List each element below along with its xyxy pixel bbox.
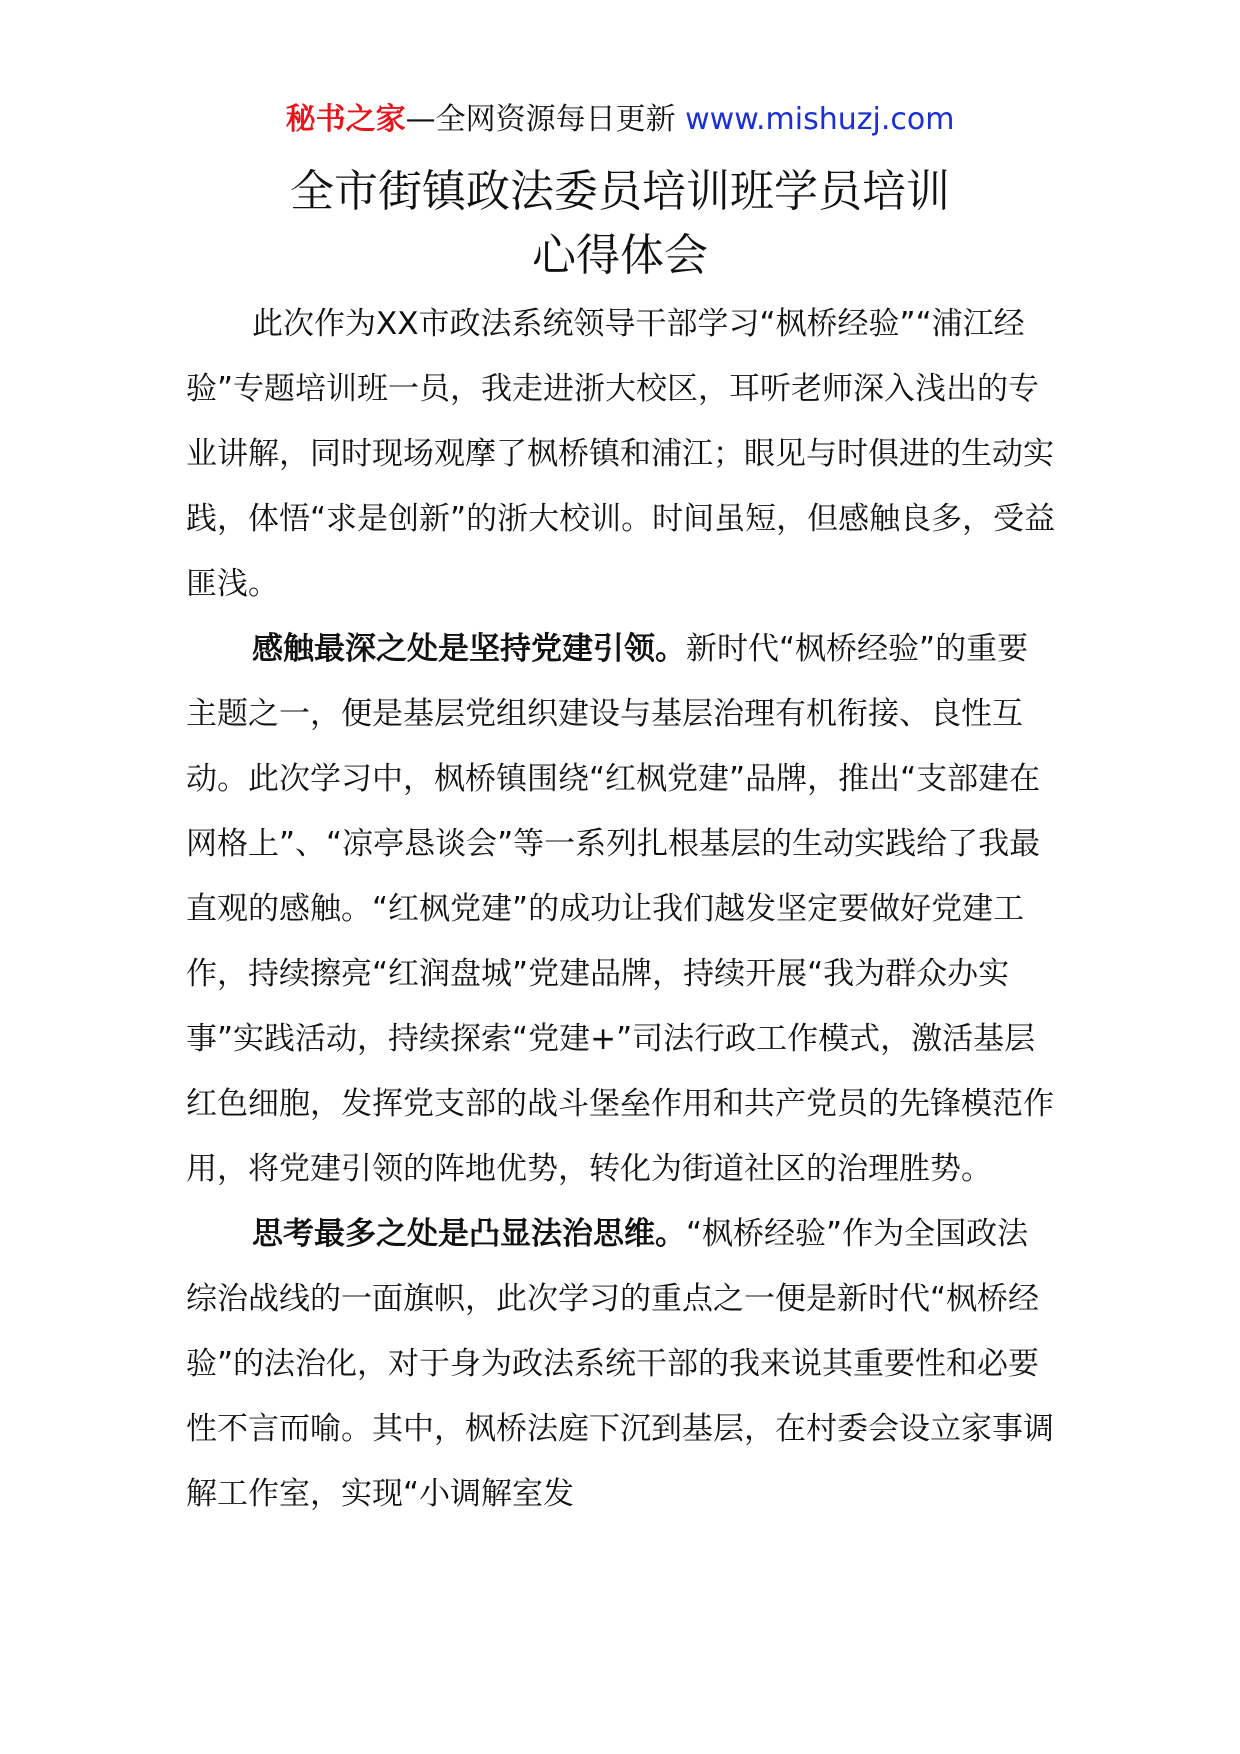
document-title — [0, 160, 1240, 288]
paragraph-rule-of-law — [186, 1202, 1056, 1527]
header-tagline: —全网资源每日更新 — [405, 102, 686, 137]
paragraph-text: 此次作为XX市政法系统领导干部学习“枫桥经验”“浦江经验”专题培训班一员，我走进浙大校区，耳听老师深入浅出的专业讲解，同时现场观摩了枫桥镇和浦江；眼见与时俱进的生动实践，体悟“求是创新”的浙大校训。时间虽短，但感触良多，受益匪浅。 — [186, 306, 1056, 602]
document-body — [186, 292, 1056, 1527]
paragraph-lead: 思考最多之处是凸显法治思维。 — [252, 1216, 686, 1252]
paragraph-text: 新时代“枫桥经验”的重要主题之一，便是基层党组织建设与基层治理有机衔接、良性互动。此次学习中，枫桥镇围绕“红枫党建”品牌，推出“支部建在网格上”、“凉亭恳谈会”等一系列扎根基层的生动实践给了我最直观的感触。“红枫党建”的成功让我们越发坚定要做好党建工作，持续擦亮“红润盘城”党建品牌，持续开展“我为群众办实事”实践活动，持续探索“党建+”司法行政工作模式，激活基层红色细胞，发挥党支部的战斗堡垒作用和共产党员的先锋模范作用，将党建引领的阵地优势，转化为街道社区的治理胜势。 — [186, 631, 1054, 1187]
paragraph-party-building — [186, 617, 1056, 1202]
paragraph-lead: 感触最深之处是坚持党建引领。 — [252, 631, 686, 667]
title-line-1: 全市街镇政法委员培训班学员培训 — [290, 166, 950, 217]
paragraph-intro — [186, 292, 1056, 617]
site-url-link[interactable]: www.mishuzj.com — [685, 102, 955, 137]
brand-name: 秘书之家 — [285, 102, 406, 137]
site-header — [0, 100, 1240, 140]
title-line-2: 心得体会 — [532, 230, 708, 281]
paragraph-text: “枫桥经验”作为全国政法综治战线的一面旗帜，此次学习的重点之一便是新时代“枫桥经验”的法治化，对于身为政法系统干部的我来说其重要性和必要性不言而喻。其中，枫桥法庭下沉到基层，在村委会设立家事调解工作室，实现“小调解室发 — [186, 1216, 1054, 1512]
